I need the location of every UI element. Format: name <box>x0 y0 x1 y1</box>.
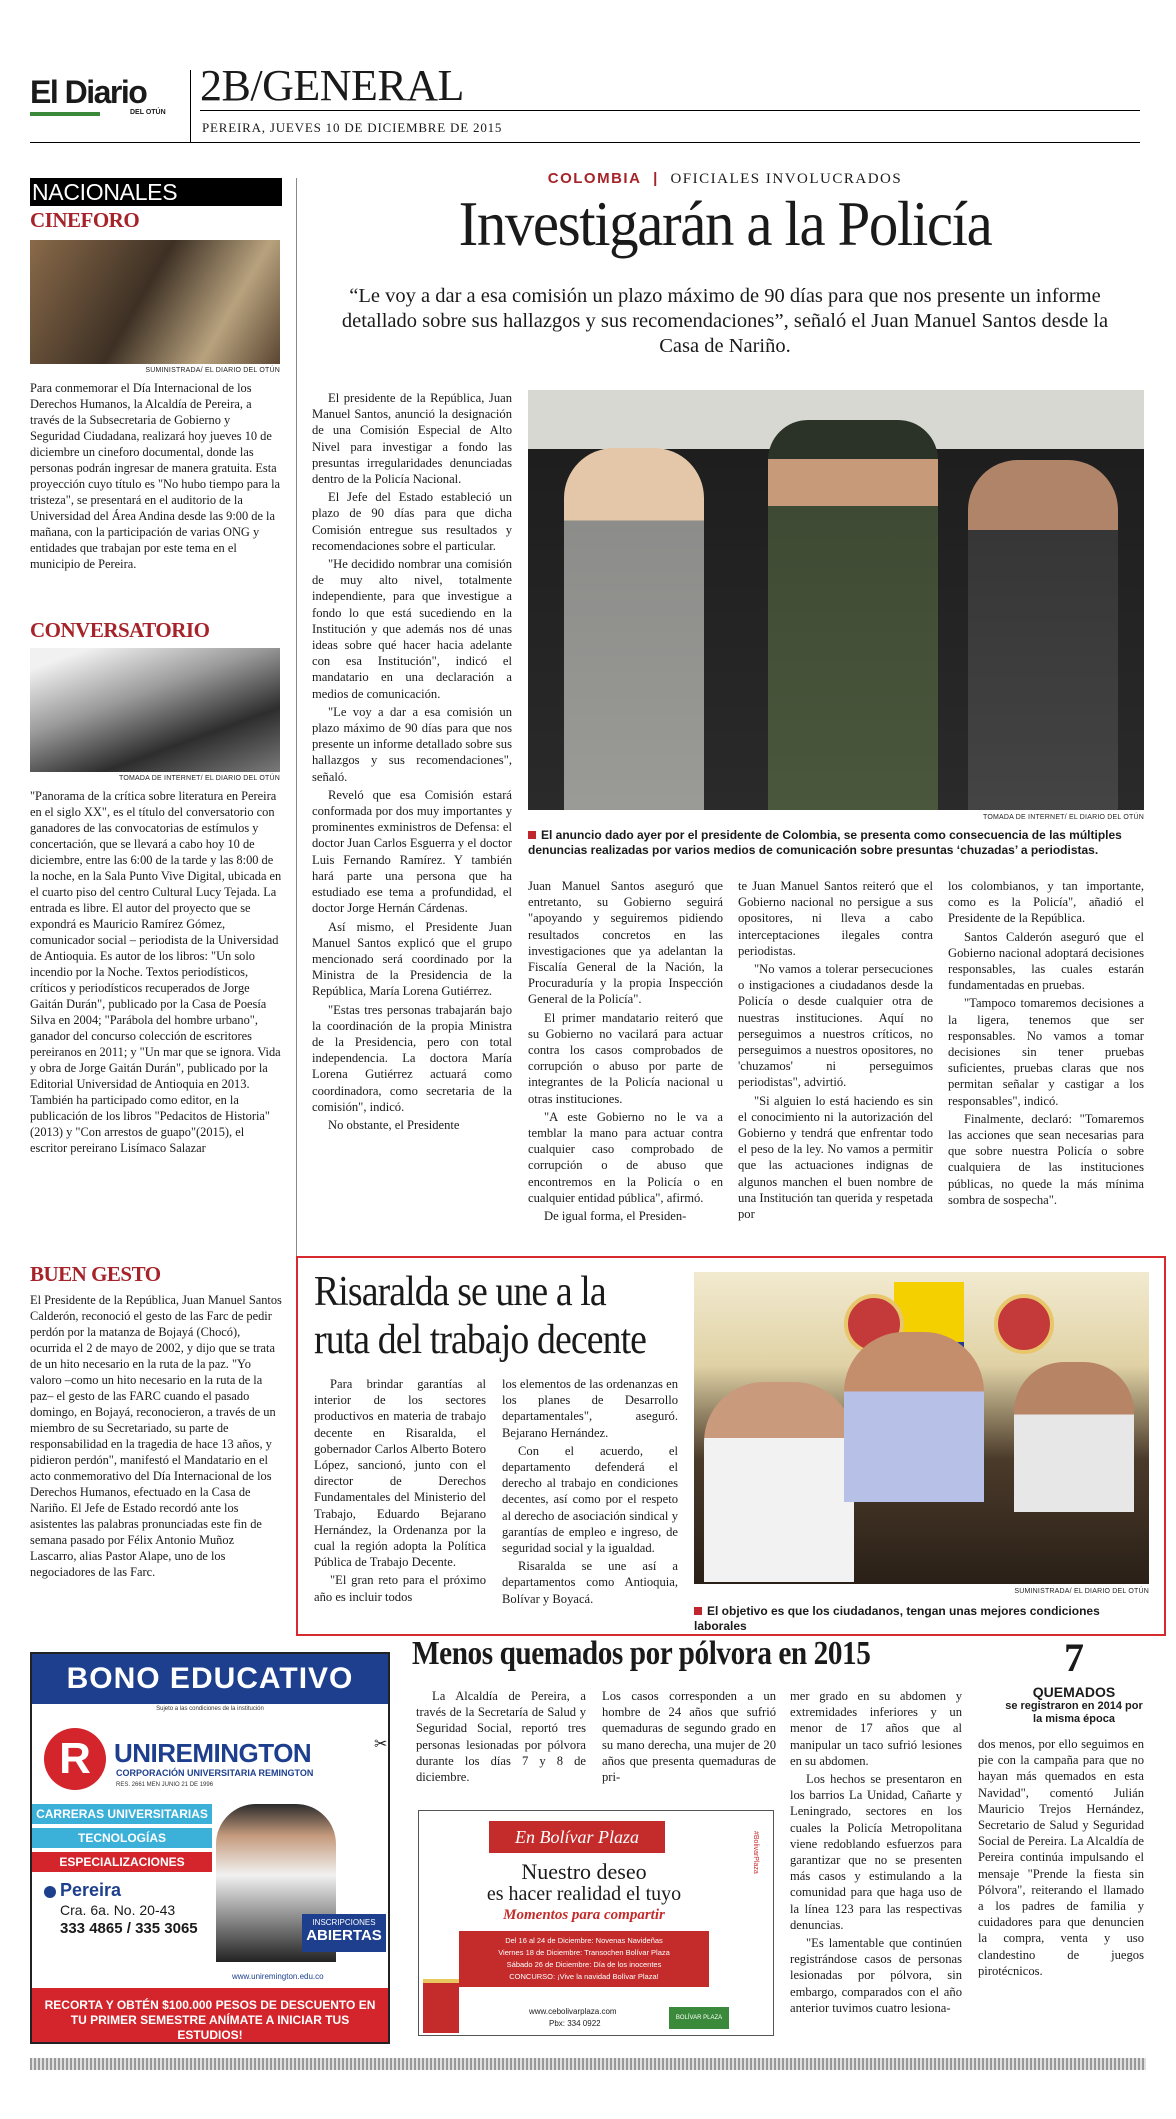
paragraph: De igual forma, el Presiden- <box>544 1209 687 1224</box>
main-col-3 <box>738 878 933 1224</box>
cineforo-credit: SUMINISTRADA/ EL DIARIO DEL OTÚN <box>145 367 280 374</box>
paragraph: Así mismo, el Presidente Juan Manuel Santos explicó que el grupo mencionado será coordinado por la Ministra de la Presidencia de la República, María Lorena Gutiérrez. <box>312 919 512 999</box>
polvora-stat-number: 7 <box>1064 1635 1084 1680</box>
paragraph: "A este Gobierno no le va a temblar la mano para actuar contra cualquier caso comprobado de corrupción o de abuso que encontremos en la Policía o en cualquier entidad pública", afirmó. <box>528 1109 723 1205</box>
paragraph: Risaralda se une así a departamentos como Antioquia, Bolívar y Boyacá. <box>502 1559 678 1606</box>
ad-bolivar-plaza <box>418 1810 774 2036</box>
official-figure <box>968 460 1118 810</box>
cineforo-body: Para conmemorar el Día Internacional de los Derechos Humanos, la Alcaldía de Pereira, a través de la Subsecretaria de Gobierno y Seguridad Ciudadana, realizará hoy jueves 10 de diciembre un cineforo documental, donde las personas podrán ingresar de manera gratuita. Esta proyección cuyo título es "No hubo tiempo para la tristeza", se presentará en el auditorio de la Universidad del Área Andina desde las 9:00 de la mañana, con la participación de varias ONG y entidades que trabajan por este tema en el municipio de Pereira. <box>30 381 281 571</box>
main-col-1 <box>312 390 512 1135</box>
paragraph: dos menos, por ello seguimos en pie con la campaña para que no hayan más quemados en esta Navidad", comentó Julián Mauricio Trejos Hernández, Secretario de Salud y Seguridad Social de Pereira. La Alcaldía de Pereira continúa impulsando el mensaje "Prende la fiesta sin Pólvora", reiterando el llamado a los padres de familia y cuidadores para que denuncien la compra, venta y uso clandestino de juegos pirotécnicos. <box>978 1737 1144 1978</box>
conversatorio-photo <box>30 648 280 772</box>
paragraph: El presidente de la República, Juan Manuel Santos, anunció la designación de una Comisión Especial de Alto Nivel para investigar a fondo las presuntas irregularidades denunciadas dentro de la Policía Nacional. <box>312 391 512 487</box>
person-left <box>704 1382 854 1582</box>
paragraph: Los hechos se presentaron en los barrios La Unidad, Cañarte y Leningrado, sectores en los cuales la Policía Metropolitana viene redoblando esfuerzos para garantizar que no se presenten más casos y estimulando a la comunidad para que haga uso de la línea 123 para las respectivas denuncias. <box>790 1772 962 1932</box>
polvora-headline: Menos quemados por pólvora en 2015 <box>412 1635 871 1672</box>
main-headline: Investigarán a la Policía <box>458 188 992 259</box>
main-col-1-paras <box>312 390 512 1133</box>
header-bottom-rule <box>30 142 1140 143</box>
polvora-stat-sub: se registraron en 2014 por la misma época <box>1005 1700 1143 1725</box>
ad-bono-tag-2: TECNOLOGÍAS <box>32 1828 212 1848</box>
paragraph: Reveló que esa Comisión estará conformada por dos muy importantes y prominentes exministros de Defensa: el doctor Juan Carlos Esguerra y el doctor Luis Fernando Ramírez. Y también hará parte una persona que ha estudiado ese tema a profundidad, el doctor Jorge Hernán Cárdenas. <box>312 787 512 916</box>
section-title: 2B/GENERAL <box>200 61 464 110</box>
person-center <box>844 1332 984 1502</box>
polvora-stat <box>1004 1636 1144 1726</box>
risaralda-col-1 <box>314 1376 486 1607</box>
ad-bono-badge <box>302 1914 386 1952</box>
ad-bolivar-banner: En Bolívar Plaza <box>489 1821 665 1853</box>
ad-bono-offer: RECORTA Y OBTÉN $100.000 PESOS DE DESCUENTO EN TU PRIMER SEMESTRE ANÍMATE A INICIAR TUS ESTUDIOS! <box>32 1988 388 2042</box>
conversatorio-credit: TOMADA DE INTERNET/ EL DIARIO DEL OTÚN <box>119 775 280 782</box>
paragraph: "Le voy a dar a esa comisión un plazo máximo de 90 días para que nos presente un informe detallado sobre sus hallazgos y sus recomendaciones", señaló. <box>312 704 512 784</box>
main-photo-credit: TOMADA DE INTERNET/ EL DIARIO DEL OTÚN <box>983 814 1144 821</box>
header-rule <box>200 110 1140 111</box>
santos-figure <box>564 448 704 810</box>
ad-bono-city: Pereira <box>60 1880 122 1900</box>
ad-bono-web: www.uniremington.edu.co <box>232 1972 324 1981</box>
paragraph: La Alcaldía de Pereira, a través de la Secretaría de Salud y Seguridad Social, reportó tres personas lesionadas por pólvora durante los días 7 y 8 de diciembre. <box>416 1689 586 1785</box>
ad-bono-badge-bottom: ABIERTAS <box>306 1927 382 1944</box>
main-photo <box>528 390 1144 810</box>
paragraph: "No vamos a tolerar persecuciones o instigaciones a ciudadanos desde la Policía o desde cualquier otra de nuestras instituciones. Aquí no perseguimos a nuestros críticos, no perseguimos a nuestros opositores, no 'chuzamos' ni perseguimos periodistas", advirtió. <box>738 962 933 1090</box>
buen-gesto-body: El Presidente de la República, Juan Manuel Santos Calderón, reconoció el gesto de las Farc de pedir perdón por la matanza de Bojayá (Chocó), ocurrida el 2 de mayo de 2002, y dijo que se trata de un hito necesario en la ruta de la paz. "Yo valoro –como un hito necesario en la ruta de la paz– el gesto de las FARC cuando el pasado domingo, en Bojayá, reconocieron, a través de un miembro de su Secretariado, su parte de responsabilidad en la tragedia de hace 13 años, y pidieron perdón", manifestó el Mandatario en el acto conmemorativo del Día Internacional de los Derechos Humanos, efectuado en la Casa de Nariño. El Jefe de Estado recordó ante los asistentes las palabras pronunciadas este fin de semana pasado por Félix Antonio Muñoz Lascarro, alias Pastor Alape, uno de los negociadores de las Farc. <box>30 1293 282 1579</box>
paragraph: "Es lamentable que continúen registrándose casos de personas lesionadas por pólvora, sin embargo, comparados con el año anterior tuvimos cuatro lesiona- <box>790 1936 962 2015</box>
kicker-separator: | <box>653 170 659 187</box>
ad-bolivar-phone: Pbx: 334 0922 <box>549 2019 601 2028</box>
ad-bono-title: BONO EDUCATIVO <box>32 1654 388 1704</box>
polvora-col-3 <box>790 1688 962 2018</box>
paragraph: los elementos de las ordenanzas en los planes de Desarrollo departamentales", aseguró. Bejarano Hernández. <box>502 1377 678 1440</box>
paragraph: Con el acuerdo, el departamento defenderá el derecho al trabajo en condiciones decentes, así como por el respeto al derecho de asociación sindical y garantías de empleo e ingreso, de seguridad social y la igualdad. <box>502 1443 678 1556</box>
logo <box>30 74 180 124</box>
risaralda-caption-text: El objetivo es que los ciudadanos, tengan unas mejores condiciones laborales <box>694 1604 1100 1633</box>
ad-bono-educativo <box>30 1652 390 2044</box>
cineforo-photo <box>30 240 280 364</box>
logo-green-bar <box>30 112 100 116</box>
risaralda-headline: Risaralda se une a la ruta del trabajo decente <box>314 1269 647 1363</box>
kicker-sub: OFICIALES INVOLUCRADOS <box>670 171 903 187</box>
buen-gesto-title: BUEN GESTO <box>30 1262 161 1286</box>
ad-bolivar-web: www.cebolivarplaza.com <box>529 2007 617 2016</box>
person-right <box>1014 1362 1134 1512</box>
ad-bono-tag-1: CARRERAS UNIVERSITARIAS <box>32 1804 212 1824</box>
ad-bolivar-side: #BolivarPlaza <box>752 1831 759 1874</box>
main-col-4 <box>948 878 1144 1210</box>
main-caption-text: El anuncio dado ayer por el presidente de Colombia, se presenta como consecuencia de las múltiples denuncias realizadas por varios medios de comunicación sobre presuntas ‘chuzadas’ a periodistas. <box>528 828 1122 857</box>
paragraph: los colombianos, y tan importante, como es la Policía", añadió el Presidente de la República. <box>948 879 1144 926</box>
ad-bolivar-event: Sábado 26 de Diciembre: Día de los inocentes <box>506 1960 662 1969</box>
conversatorio-body: "Panorama de la crítica sobre literatura en Pereira en el siglo XX", es el título del conversatorio con ganadores de las convocatorias de estímulos y concertación, que se llevará a cabo hoy 10 de diciembre, entre las 6:00 de la tarde y las 8:00 de la noche, en la Sala Punto Vive Digital, ubicada en el cuarto piso del centro Cultural Lucy Tejada. La entrada es libre. El autor del proyecto que se expondrá es Mauricio Ramírez Gómez, comunicador social – periodista de la Universidad de Antioquia. Es autor de los libros: "Un solo incendio por la Noche. Textos periodísticos, críticos y periodísticos recuperados de Jorge Gaitán Durán", publicado por la Casa de Poesía Silva en 2004; "Parábola del hombre urbano", ganador del concurso colección de escritores pereiranos en 2011; y "Un mar que se ignora. Vida y obra de Jorge Gaitán Durán", publicado por la Editorial Universidad de Antioquia en 2013. También ha participado como editor, en la publicación de los libros "Pedacitos de Historia" (2013) y "Con arrestos de guapo"(2015), el escritor pereirano Lisímaco Salazar <box>30 789 282 1155</box>
ad-bolivar-line1: Nuestro deseo <box>521 1859 647 1884</box>
paragraph: Santos Calderón aseguró que el Gobierno nacional adoptará decisiones responsables, las cuales estarán fundamentadas en pruebas. <box>948 929 1144 993</box>
risaralda-caption <box>694 1604 1154 1634</box>
scissors-icon: ✂ <box>374 1736 388 1753</box>
paragraph: "Tampoco tomaremos decisiones a la ligera, tenemos que ser responsables. No vamos a tomar decisiones sin tener pruebas suficientes, pruebas claras que nos permitan señalar y castigar a los responsables", indicó. <box>948 996 1144 1108</box>
ad-bono-res: RES. 2661 MEN JUNIO 21 DE 1996 <box>116 1782 214 1788</box>
ad-bolivar-event: Viernes 18 de Diciembre: Transochen Bolívar Plaza <box>498 1948 670 1957</box>
paragraph: Para brindar garantías al interior de los sectores productivos en materia de trabajo decente en Risaralda, el gobernador Carlos Alberto Botero López, sancionó, junto con el director de Derechos Fundamentales del Ministerio del Trabajo, Eduardo Bejarano Hernández, la Ordenanza por la cual la región adopta la Política Pública de Trabajo Decente. <box>314 1377 486 1570</box>
header-divider <box>190 70 191 142</box>
polvora-col-1 <box>416 1688 586 1787</box>
ad-bolivar-events <box>459 1931 709 1987</box>
ad-bolivar-logo: BOLÍVAR PLAZA <box>669 2007 729 2029</box>
ad-bolivar-line3: Momentos para compartir <box>503 1907 665 1923</box>
cineforo-title: CINEFORO <box>30 208 140 232</box>
paragraph: "El gran reto para el próximo año es incluir todos <box>314 1573 486 1604</box>
masthead <box>30 61 1140 145</box>
officer-figure <box>768 420 938 810</box>
ad-bolivar-event: CONCURSO: ¡Vive la navidad Bolívar Plaza! <box>509 1972 659 1981</box>
main-kicker <box>310 170 1140 188</box>
logo-main: El Diario <box>30 74 147 110</box>
sidebar <box>30 178 282 1618</box>
paragraph: "Si alguien lo está haciendo es sin el conocimiento ni la autorización del Gobierno y tendrá que enfrentar todo el peso de la ley. No vamos a permitir que las actuaciones indignas de algunos manchen el buen nombre de una Institución tan querida y respetada por <box>738 1093 933 1222</box>
paragraph: Los casos corresponden a un hombre de 24 años que sufrió quemaduras de segundo grado en su mano derecha, una mujer de 20 años que presenta quemaduras de pri- <box>602 1689 776 1785</box>
logo-sub: DEL OTÚN <box>130 109 166 116</box>
location-pin-icon <box>44 1886 56 1898</box>
paragraph: El primer mandatario reiteró que su Gobierno no vacilará para actuar contra los casos comprobados de corrupción o abuso por parte de integrantes de la Policía nacional u otras instituciones. <box>528 1010 723 1106</box>
gift-icon <box>423 1979 459 2033</box>
ad-bolivar-event: Del 16 al 24 de Diciembre: Novenas Navideñas <box>505 1936 663 1945</box>
ad-bono-brand-sub: CORPORACIÓN UNIVERSITARIA REMINGTON <box>116 1768 314 1778</box>
caption-marker <box>528 831 536 839</box>
ad-bono-fine: Sujeto a las condiciones de la institución <box>156 1706 264 1712</box>
polvora-col-2 <box>602 1688 776 1787</box>
ad-bolivar-line2: es hacer realidad el tuyo <box>486 1883 682 1905</box>
dateline: PEREIRA, JUEVES 10 DE DICIEMBRE DE 2015 <box>202 120 503 135</box>
risaralda-photo <box>694 1272 1149 1584</box>
paragraph: El Jefe del Estado estableció un plazo de 90 días para que dicha Comisión entregue sus resultados y recomendaciones sobre el particular. <box>312 490 512 553</box>
ad-bono-address: Cra. 6a. No. 20-43 <box>60 1902 176 1918</box>
ad-bono-badge-top: INSCRIPCIONES <box>312 1918 376 1927</box>
paragraph: "He decidido nombrar una comisión de muy alto nivel, totalmente independiente, para que investigue a fondo lo que está sucediendo en la Institución y que además nos dé unas ideas sobre qué hacer hacia adelante con esa Institución", indicó el mandatario en una declaración a medios de comunicación. <box>312 557 512 701</box>
risaralda-photo-credit: SUMINISTRADA/ EL DIARIO DEL OTÚN <box>1014 1588 1149 1595</box>
paragraph: mer grado en su abdomen y extremidades inferiores y un menor de 17 años que al manipular un taco sufrió lesiones en su abdomen. <box>790 1689 962 1768</box>
main-col-2 <box>528 878 723 1226</box>
conversatorio-title: CONVERSATORIO <box>30 618 210 642</box>
ad-bono-brand: UNIREMINGTON <box>114 1738 312 1768</box>
paragraph: No obstante, el Presidente <box>328 1117 460 1132</box>
risaralda-col-2 <box>502 1376 678 1609</box>
seal-shape-2 <box>994 1294 1054 1354</box>
paragraph: te Juan Manuel Santos reiteró que el Gobierno nacional no persigue a sus opositores, ni lleva a cabo interceptaciones ilegales contra periodistas. <box>738 879 933 958</box>
ad-bono-tag-3: ESPECIALIZACIONES <box>32 1852 212 1872</box>
paragraph: Juan Manuel Santos aseguró que entretanto, su Gobierno seguirá "apoyando y seguiremos pidiendo resultados concretos en las investigaciones que ya adelantan la Fiscalía General de la Nación, la Procuraduría y la propia Inspección General de la Policía". <box>528 879 723 1007</box>
remington-logo-icon: R <box>44 1728 106 1790</box>
caption-marker <box>694 1607 702 1615</box>
kicker-tag: COLOMBIA <box>547 170 642 187</box>
ad-bono-phones: 333 4865 / 335 3065 <box>60 1920 198 1937</box>
paragraph: Finalmente, declaró: "Tomaremos las acciones que sean necesarias para que sobre nuestra Policía o sobre cualquiera de las instituciones públicas, no quede la más mínima sombra de sospecha". <box>948 1111 1144 1207</box>
polvora-col-4 <box>978 1736 1144 1981</box>
main-caption <box>528 828 1144 858</box>
paragraph: "Estas tres personas trabajarán bajo la coordinación de la propia Ministra de la Presidencia, pero con total independencia. La doctora María Lorena Gutiérrez actuará como coordinadora, como secretaria de la comisión", indicó. <box>312 1002 512 1114</box>
bottom-strip <box>30 2058 1146 2070</box>
main-deck: “Le voy a dar a esa comisión un plazo máximo de 90 días para que nos presente un informe detallado sobre sus hallazgos y sus recomendaciones”, señaló el Juan Manuel Santos desde la Casa de Nariño. <box>341 285 1109 357</box>
sidebar-band: NACIONALES <box>30 178 282 206</box>
polvora-stat-label: QUEMADOS <box>1032 1684 1116 1700</box>
